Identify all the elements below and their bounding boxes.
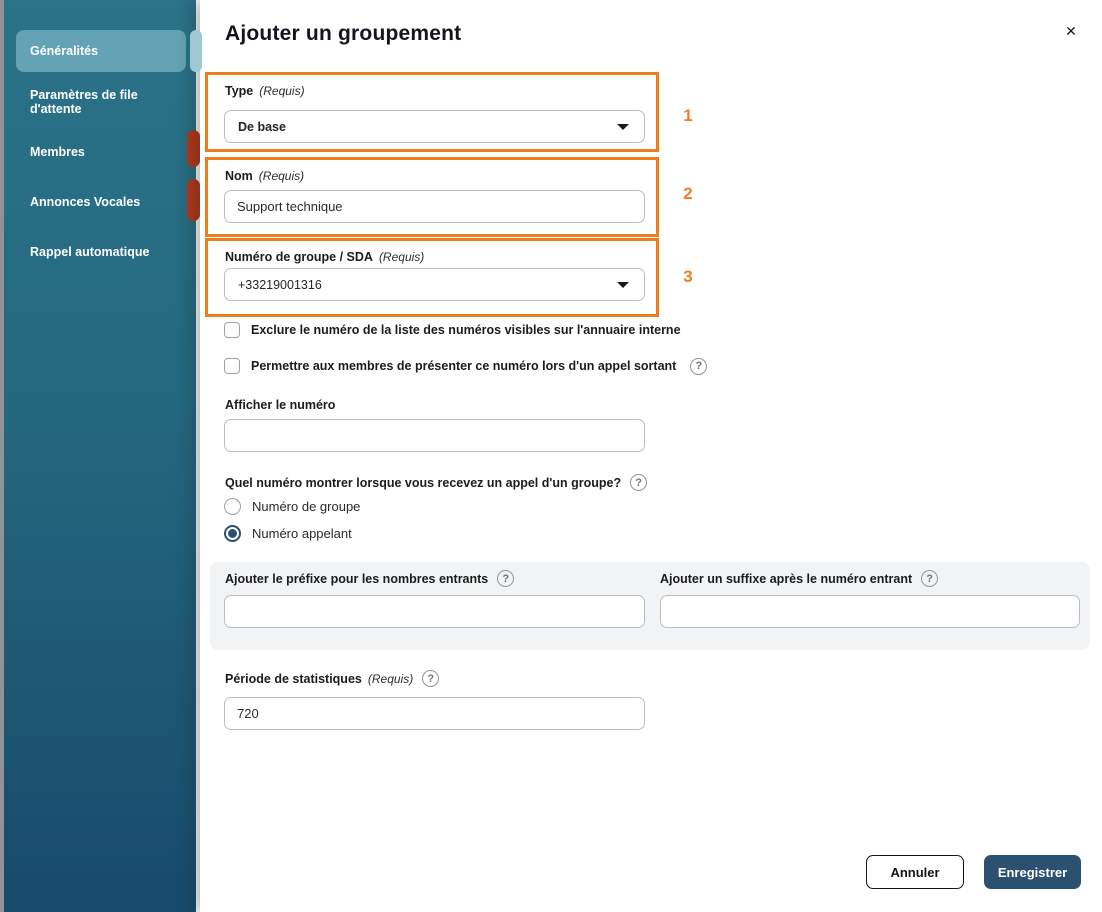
sidebar (4, 0, 196, 912)
sidebar-item-parametres-file-attente[interactable] (16, 81, 186, 123)
sidebar-item-label: Annonces Vocales (30, 195, 141, 209)
type-select[interactable] (224, 110, 645, 143)
close-icon[interactable]: ✕ (1058, 18, 1084, 44)
suffix-label: Ajouter un suffixe après le numéro entrant ? (660, 570, 938, 587)
sidebar-item-label: Membres (30, 145, 85, 159)
sidebar-item-label: Rappel automatique (30, 245, 150, 259)
annotation-number-3: 3 (683, 267, 693, 286)
background-tab-fragment (190, 30, 202, 72)
stats-period-label: Période de statistiques (Requis) ? (225, 670, 439, 687)
caller-number-radio-label: Numéro appelant (252, 525, 352, 541)
help-icon[interactable]: ? (497, 570, 514, 587)
help-icon[interactable]: ? (690, 358, 707, 375)
caller-number-option-row (224, 524, 352, 542)
suffix-input[interactable] (660, 595, 1080, 628)
help-icon[interactable]: ? (921, 570, 938, 587)
sidebar-item-generalites[interactable] (16, 30, 186, 72)
allow-present-label: Permettre aux membres de présenter ce numéro lors d'un appel sortant (251, 359, 677, 373)
prefix-input[interactable] (224, 595, 645, 628)
sidebar-item-rappel-automatique[interactable] (16, 231, 186, 273)
annotation-number-1: 1 (683, 106, 693, 125)
allow-present-checkbox[interactable] (224, 358, 240, 374)
help-icon[interactable]: ? (422, 670, 439, 687)
save-button[interactable]: Enregistrer (984, 855, 1081, 889)
sidebar-item-membres[interactable] (16, 131, 186, 173)
group-number-radio[interactable] (224, 498, 241, 515)
cancel-button[interactable]: Annuler (866, 855, 964, 889)
group-number-select[interactable] (224, 268, 645, 301)
help-icon[interactable]: ? (630, 474, 647, 491)
type-select-value: De base (238, 119, 286, 134)
exclude-number-label: Exclure le numéro de la liste des numéros visibles sur l'annuaire interne (251, 323, 681, 337)
sidebar-item-annonces-vocales[interactable] (16, 181, 186, 223)
allow-present-row (224, 357, 707, 375)
group-number-select-value: +33219001316 (238, 277, 322, 292)
sidebar-item-label: Paramètres de file d'attente (30, 88, 138, 116)
stats-period-input[interactable] (224, 697, 645, 730)
sidebar-item-label: Généralités (30, 44, 99, 58)
exclude-number-checkbox[interactable] (224, 322, 240, 338)
chevron-down-icon (617, 124, 629, 130)
modal-title: Ajouter un groupement (225, 22, 462, 45)
group-number-option-row (224, 497, 360, 515)
chevron-down-icon (617, 282, 629, 288)
name-label: Nom (Requis) (225, 168, 305, 183)
group-number-radio-label: Numéro de groupe (252, 498, 361, 514)
show-number-question-label: Quel numéro montrer lorsque vous recevez un appel d'un groupe? ? (225, 474, 647, 491)
caller-number-radio[interactable] (224, 525, 241, 542)
group-number-label: Numéro de groupe / SDA (Requis) (225, 249, 425, 264)
name-input[interactable] (224, 190, 645, 223)
display-number-label: Afficher le numéro (225, 397, 336, 412)
exclude-number-row (224, 321, 681, 339)
background-alert-fragment-1 (187, 130, 200, 167)
annotation-number-2: 2 (683, 184, 693, 203)
incoming-number-affix-section (210, 562, 1090, 650)
display-number-input[interactable] (224, 419, 645, 452)
background-alert-fragment-2 (187, 179, 200, 221)
add-group-modal (200, 0, 1102, 912)
type-label: Type (Requis) (225, 83, 305, 98)
prefix-label: Ajouter le préfixe pour les nombres entrants ? (225, 570, 514, 587)
